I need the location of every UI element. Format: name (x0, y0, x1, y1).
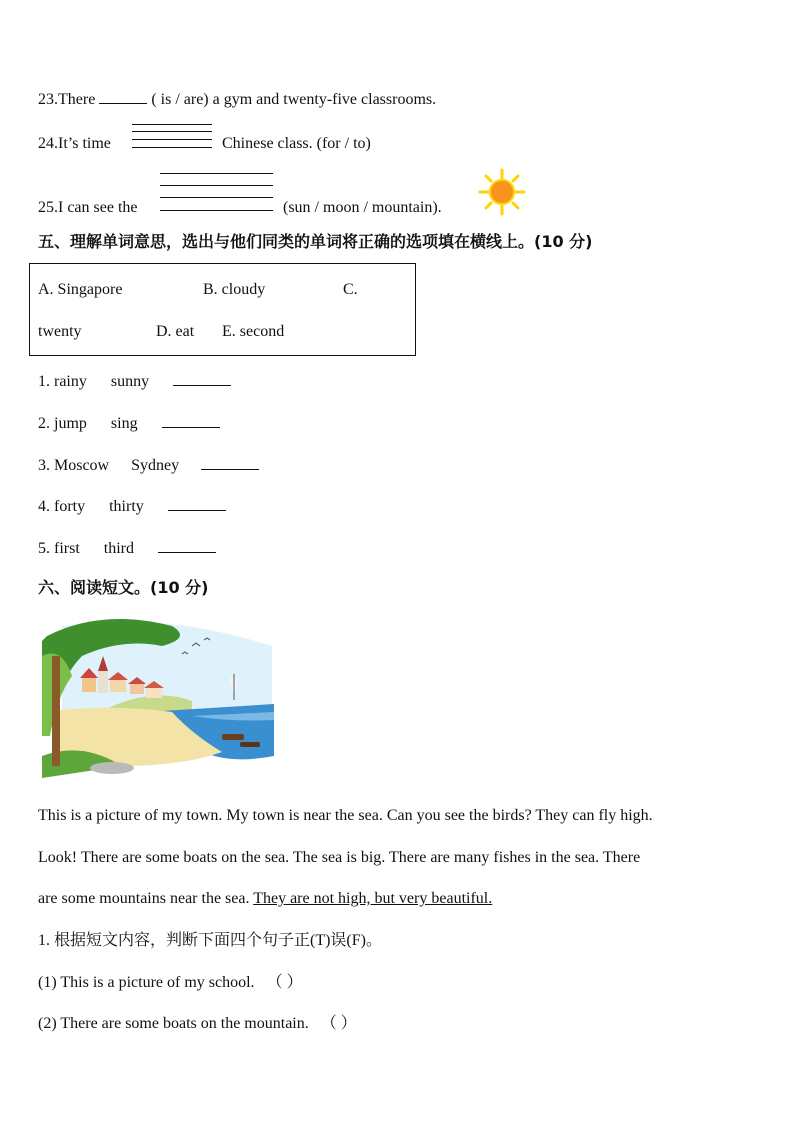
tf-question-1: (1) This is a picture of my school. （ ） (38, 974, 303, 991)
options-box (29, 263, 416, 356)
q23-answer-blank[interactable] (99, 87, 147, 104)
s5-item-5-blank[interactable] (158, 536, 216, 553)
question-25-suffix: (sun / moon / mountain). (283, 199, 442, 216)
question-24-suffix: Chinese class. (for / to) (222, 135, 371, 152)
question-24-prefix: 24.It’s time (38, 135, 111, 152)
passage-line-1: This is a picture of my town. My town is near the sea. Can you see the birds? They can fly high. (38, 807, 653, 824)
tf-question-2: (2) There are some boats on the mountain. （ ） (38, 1015, 357, 1032)
s5-item-4-blank[interactable] (168, 494, 226, 511)
passage-line-2: Look! There are some boats on the sea. The sea is big. There are many fishes in the sea. There (38, 849, 641, 866)
option-e: E. second (222, 323, 285, 340)
tf-question-2-answer[interactable]: （ ） (320, 1015, 357, 1032)
passage-line-3: are some mountains near the sea. They are not high, but very beautiful. (38, 890, 493, 907)
section-6-title: 六、阅读短文。(10 分) (38, 578, 209, 597)
s5-item-3: 3. Moscow Sydney (38, 453, 259, 476)
underlined-sentence: They are not high, but very beautiful. (253, 890, 493, 907)
tf-question-1-answer[interactable]: （ ） (266, 974, 303, 991)
question-25-prefix: 25.I can see the (38, 199, 138, 216)
s5-item-2: 2. jump sing (38, 411, 220, 434)
s5-item-1: 1. rainy sunny (38, 369, 231, 392)
town-seaside-illustration (42, 616, 276, 778)
sun-icon (478, 168, 526, 216)
option-d: D. eat (156, 323, 195, 340)
option-a: A. Singapore (38, 281, 123, 298)
option-b: B. cloudy (203, 281, 266, 298)
s5-item-5: 5. first third (38, 536, 216, 559)
s5-item-3-blank[interactable] (201, 453, 259, 470)
s5-item-1-blank[interactable] (173, 369, 231, 386)
q23-suffix: ( is / are) a gym and twenty-five classrooms. (151, 91, 437, 108)
section-5-title: 五、理解单词意思，选出与他们同类的单词将正确的选项填在横线上。(10 分) (38, 232, 593, 251)
option-c-word: twenty (38, 323, 82, 340)
q23-prefix: 23.There (38, 91, 96, 108)
question-23 (38, 87, 436, 110)
option-c: C. (343, 281, 358, 298)
q1-instruction: 1. 根据短文内容，判断下面四个句子正(T)误(F)。 (38, 932, 382, 949)
s5-item-4: 4. forty thirty (38, 494, 226, 517)
s5-item-2-blank[interactable] (162, 411, 220, 428)
